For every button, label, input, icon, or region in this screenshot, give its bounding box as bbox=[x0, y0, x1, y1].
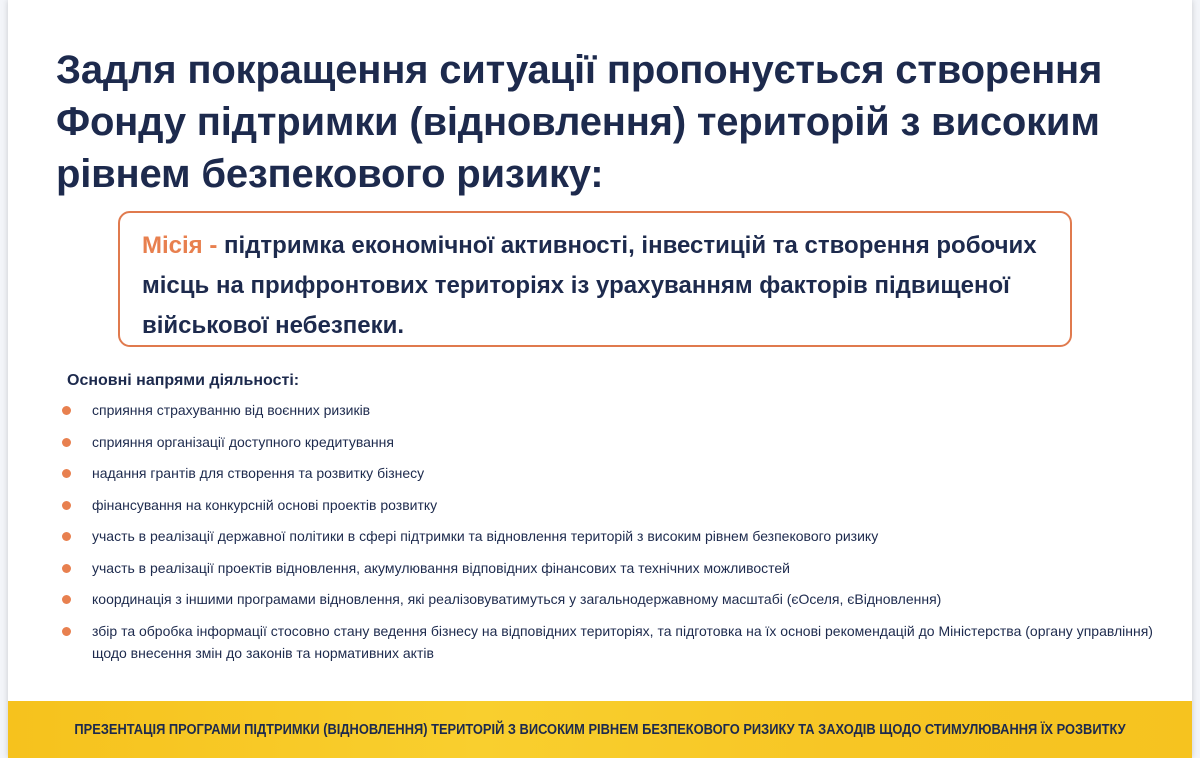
footer-text: ПРЕЗЕНТАЦІЯ ПРОГРАМИ ПІДТРИМКИ (ВІДНОВЛЕННЯ) ТЕРИТОРІЙ З ВИСОКИМ РІВНЕМ БЕЗПЕКОВОГО РИЗИКУ ТА ЗАХОДІВ ЩОДО СТИМУЛЮВАННЯ ЇХ РОЗВИТКУ bbox=[74, 721, 1126, 738]
list-item-text: фінансування на конкурсній основі проектів розвитку bbox=[92, 496, 438, 513]
slide-title: Задля покращення ситуації пропонується створення Фонду підтримки (відновлення) територій з високим рівнем безпекового ризику: bbox=[56, 48, 1103, 196]
list-item bbox=[56, 431, 1156, 453]
list-item-text: збір та обробка інформації стосовно стану ведення бізнесу на відповідних територіях, та підготовка на їх основі рекомендацій до Міністерства (органу управління) щодо внесення змін до законів та нормативних актів bbox=[92, 622, 1153, 661]
bullet-icon bbox=[62, 627, 71, 636]
bullet-icon bbox=[62, 469, 71, 478]
list-item-text: участь в реалізації державної політики в сфері підтримки та відновлення територій з високим рівнем безпекового ризику bbox=[92, 528, 879, 544]
list-item-text: сприяння страхуванню від воєнних ризиків bbox=[92, 402, 371, 418]
list-item bbox=[56, 399, 1156, 421]
list-item-text: участь в реалізації проектів відновлення, акумулювання відповідних фінансових та технічних можливостей bbox=[92, 559, 790, 576]
bullet-icon bbox=[62, 564, 71, 573]
directions-list bbox=[56, 399, 1156, 673]
bullet-icon bbox=[62, 501, 71, 510]
list-item-text: координація з іншими програмами відновлення, які реалізовуватимуться у загальнодержавному масштабі (єОселя, єВідновлення) bbox=[92, 591, 942, 607]
list-item bbox=[56, 557, 1156, 579]
list-item-text: надання грантів для створення та розвитку бізнесу bbox=[92, 465, 425, 481]
mission-label: Місія - bbox=[142, 232, 218, 259]
mission-box bbox=[118, 211, 1072, 347]
bullet-icon bbox=[62, 595, 71, 604]
slide bbox=[8, 0, 1192, 758]
list-item-text: сприяння організації доступного кредитування bbox=[92, 433, 394, 450]
footer-bar bbox=[8, 701, 1192, 758]
list-item bbox=[56, 462, 1156, 484]
directions-heading: Основні напрями діяльності: bbox=[67, 372, 300, 389]
bullet-icon bbox=[62, 438, 71, 447]
bullet-icon bbox=[62, 406, 71, 415]
list-item bbox=[56, 494, 1156, 516]
list-item bbox=[56, 620, 1156, 664]
list-item bbox=[56, 588, 1156, 610]
list-item bbox=[56, 525, 1156, 547]
mission-text: підтримка економічної активності, інвестицій та створення робочих місць на прифронтових територіях із урахуванням факторів підвищеної військової небезпеки. bbox=[142, 232, 1037, 339]
bullet-icon bbox=[62, 532, 71, 541]
